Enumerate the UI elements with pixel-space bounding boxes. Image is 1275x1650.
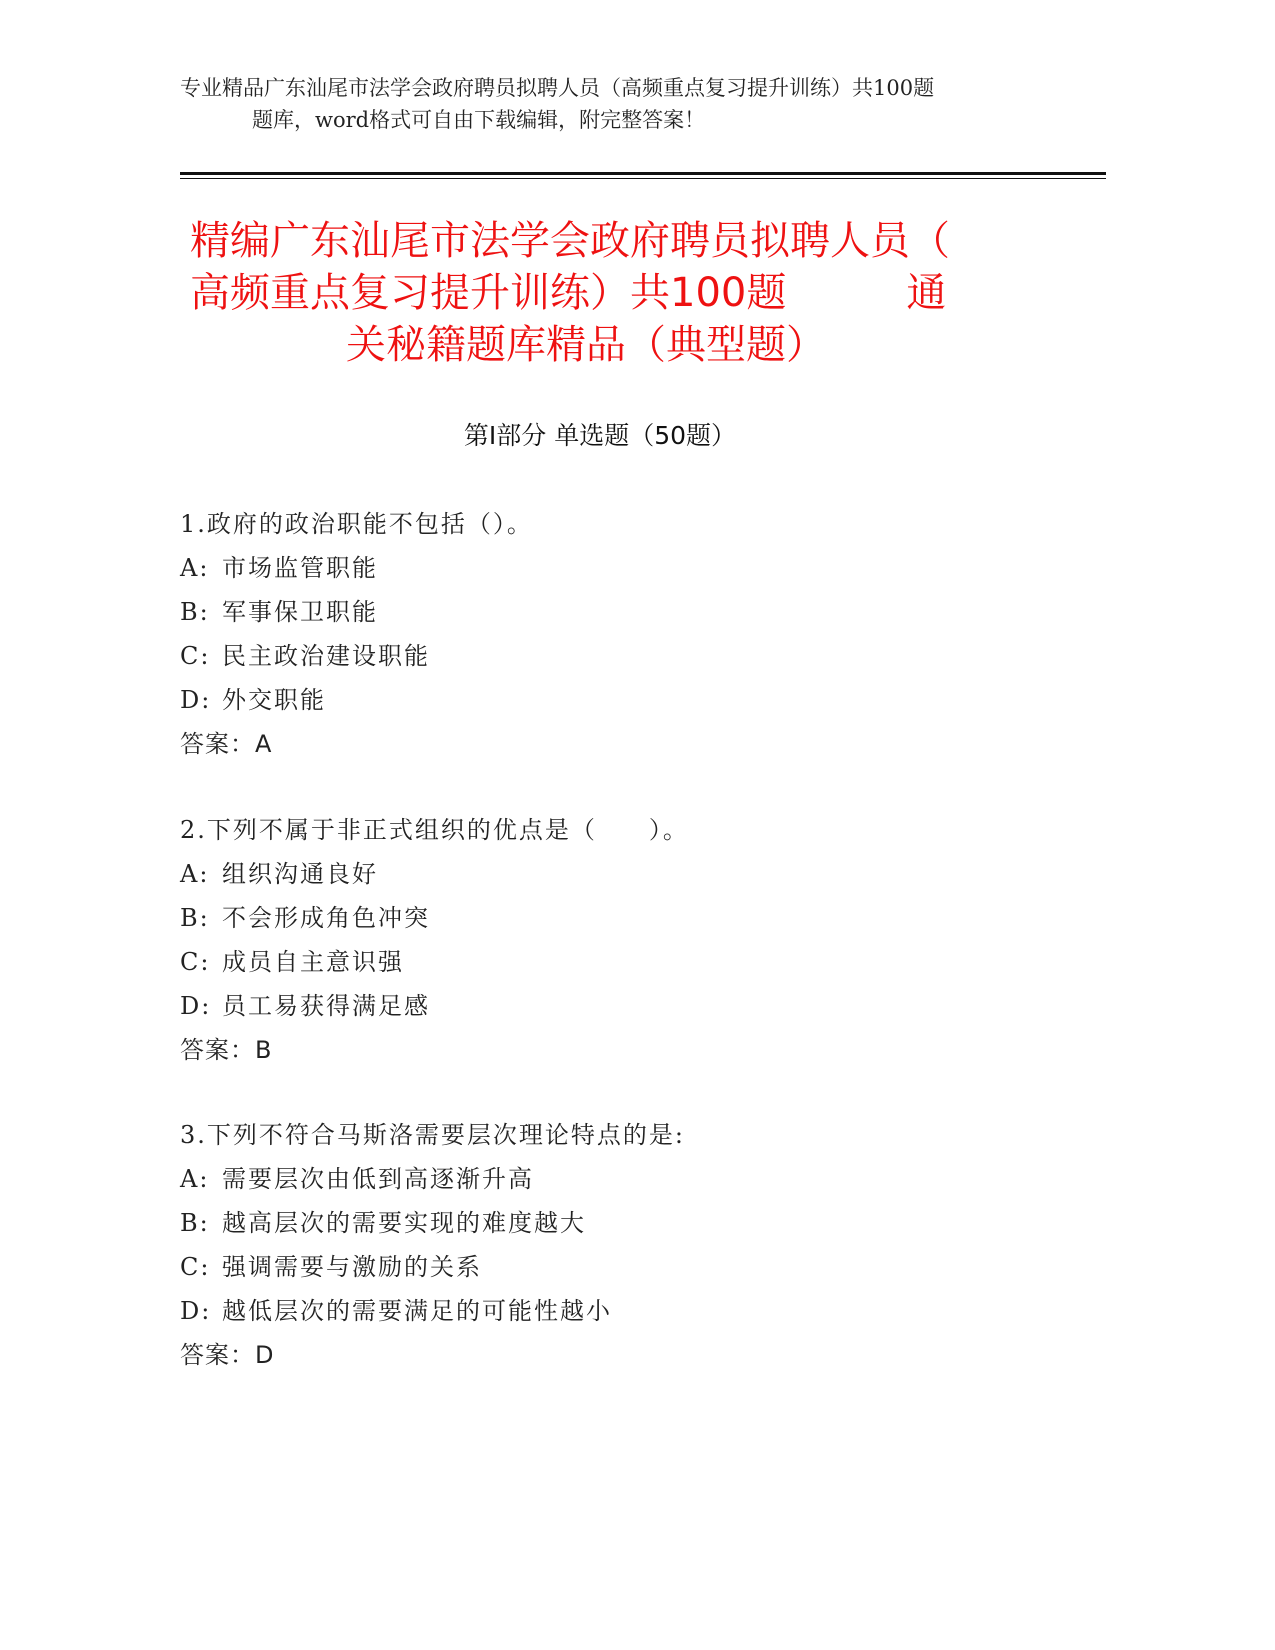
option-c [180,634,1080,678]
option-a [180,546,1080,590]
option-text: 民主政治建设职能 [222,642,430,670]
title-line-2a: 高频重点复习提升训练）共100题 [190,270,787,316]
option-letter: C: [180,948,211,976]
title-line-3: 关秘籍题库精品（典型题） [346,322,826,368]
option-letter: A: [180,1165,210,1193]
title-line-2 [190,267,1090,319]
option-c [180,1245,1080,1289]
option-d [180,678,1080,722]
option-text: 成员自主意识强 [222,948,404,976]
option-text: 需要层次由低到高逐渐升高 [222,1165,534,1193]
title-line-2b: 通 [906,270,947,316]
option-letter: C: [180,642,211,670]
option-letter: B: [180,904,210,932]
option-letter: B: [180,1209,210,1237]
option-text: 不会形成角色冲突 [222,904,430,932]
option-b [180,896,1080,940]
option-text: 员工易获得满足感 [222,992,430,1020]
option-text: 组织沟通良好 [222,860,378,888]
option-letter: A: [180,860,210,888]
option-letter: D: [180,992,212,1020]
question-stem: 1.政府的政治职能不包括（）。 [180,510,533,538]
option-d [180,1289,1080,1333]
option-letter: D: [180,1297,212,1325]
option-text: 外交职能 [222,686,326,714]
question-3 [180,1113,1080,1377]
option-b [180,590,1080,634]
answer: 答案：B [180,1036,273,1064]
option-b [180,1201,1080,1245]
question-stem: 3.下列不符合马斯洛需要层次理论特点的是: [180,1121,685,1149]
option-text: 军事保卫职能 [222,598,378,626]
option-a [180,852,1080,896]
question-2 [180,808,1080,1072]
option-letter: A: [180,554,210,582]
option-text: 越低层次的需要满足的可能性越小 [222,1297,612,1325]
option-text: 强调需要与激励的关系 [222,1253,482,1281]
question-stem: 2.下列不属于非正式组织的优点是（ ）。 [180,816,689,844]
header-divider-thin [180,178,1106,179]
option-text: 市场监管职能 [222,554,378,582]
answer: 答案：D [180,1341,275,1369]
option-letter: D: [180,686,212,714]
title-line-1: 精编广东汕尾市法学会政府聘员拟聘人员（ [190,218,950,264]
option-c [180,940,1080,984]
document-title [190,215,1090,371]
header-line-1: 专业精品广东汕尾市法学会政府聘员拟聘人员（高频重点复习提升训练）共100题 [180,76,935,100]
answer: 答案：A [180,730,273,758]
option-d [180,984,1080,1028]
option-letter: B: [180,598,210,626]
header-divider [180,172,1106,175]
header-line-2: 题库，word格式可自由下载编辑，附完整答案！ [252,108,706,132]
option-text: 越高层次的需要实现的难度越大 [222,1209,586,1237]
option-a [180,1157,1080,1201]
page-header [180,72,1050,136]
section-title: 第Ⅰ部分 单选题（50题） [463,421,737,450]
option-letter: C: [180,1253,211,1281]
question-1 [180,502,1080,766]
